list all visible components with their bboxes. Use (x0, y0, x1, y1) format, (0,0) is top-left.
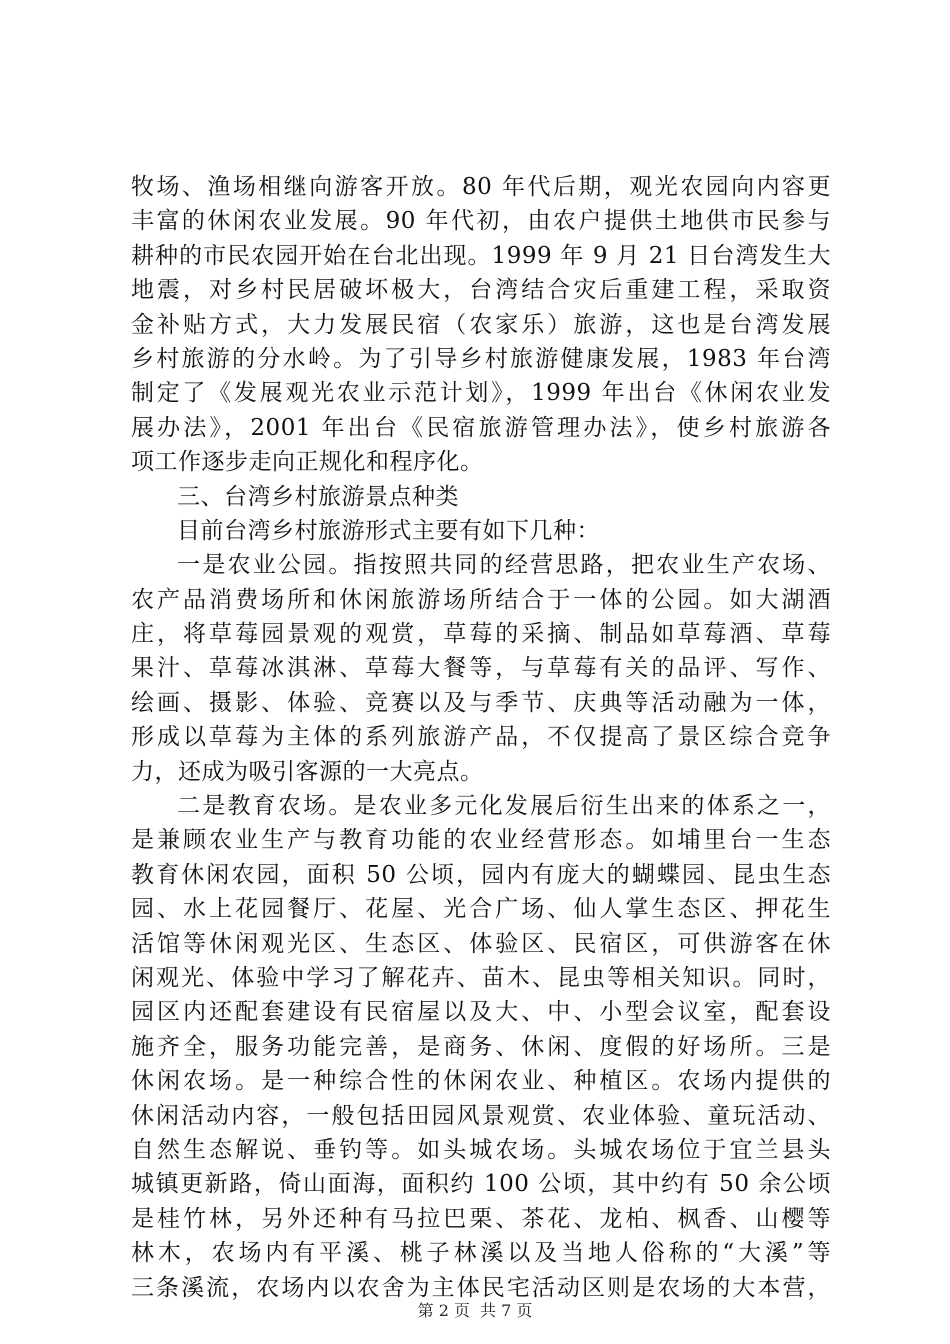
text-line: 活馆等休闲观光区、生态区、体验区、民宿区，可供游客在休 (131, 930, 831, 957)
text-line: 绘画、摄影、体验、竞赛以及与季节、庆典等活动融为一体， (131, 689, 831, 716)
text-line: 园、水上花园餐厅、花屋、光合广场、仙人掌生态区、押花生 (131, 896, 831, 923)
text-line: 地震，对乡村民居破坏极大，台湾结合灾后重建工程，采取资 (131, 277, 831, 304)
text-line: 是兼顾农业生产与教育功能的农业经营形态。如埔里台一生态 (131, 827, 831, 854)
page-footer (0, 1300, 950, 1322)
text-line: 农产品消费场所和休闲旅游场所结合于一体的公园。如大湖酒 (131, 586, 831, 613)
text-line: 丰富的休闲农业发展。90 年代初，由农户提供土地供市民参与 (131, 208, 831, 235)
text-line: 园区内还配套建设有民宿屋以及大、中、小型会议室，配套设 (131, 999, 831, 1026)
text-line: 目前台湾乡村旅游形式主要有如下几种： (177, 517, 600, 544)
text-line: 一是农业公园。指按照共同的经营思路，把农业生产农场、 (177, 552, 831, 579)
text-line: 二是教育农场。是农业多元化发展后衍生出来的体系之一， (177, 793, 831, 820)
text-line: 力，还成为吸引客源的一大亮点。 (131, 758, 484, 785)
text-line: 林木，农场内有平溪、桃子林溪以及当地人俗称的“大溪”等 (131, 1240, 831, 1267)
text-line: 自然生态解说、垂钓等。如头城农场。头城农场位于宜兰县头 (131, 1136, 831, 1163)
text-line: 休闲活动内容，一般包括田园风景观赏、农业体验、童玩活动、 (131, 1102, 831, 1129)
text-line: 施齐全，服务功能完善，是商务、休闲、度假的好场所。三是 (131, 1033, 831, 1060)
text-line: 城镇更新路，倚山面海，面积约 100 公顷，其中约有 50 余公顷 (131, 1171, 831, 1198)
text-line: 三、台湾乡村旅游景点种类 (177, 483, 459, 510)
text-line: 展办法》，2001 年出台《民宿旅游管理办法》，使乡村旅游各 (131, 414, 831, 441)
text-line: 果汁、草莓冰淇淋、草莓大餐等，与草莓有关的品评、写作、 (131, 655, 831, 682)
text-line: 休闲农场。是一种综合性的休闲农业、种植区。农场内提供的 (131, 1068, 831, 1095)
text-line: 三条溪流，农场内以农舍为主体民宅活动区则是农场的大本营， (131, 1274, 831, 1301)
text-line: 乡村旅游的分水岭。为了引导乡村旅游健康发展，1983 年台湾 (131, 345, 831, 372)
text-line: 是桂竹林，另外还种有马拉巴栗、茶花、龙柏、枫香、山樱等 (131, 1205, 831, 1232)
text-line: 牧场、渔场相继向游客开放。80 年代后期，观光农园向内容更 (131, 174, 831, 200)
document-body (131, 170, 831, 1305)
page-total: 共 7 页 (480, 1301, 533, 1320)
page-number: 第 2 页 (417, 1301, 470, 1320)
text-line: 形成以草莓为主体的系列旅游产品，不仅提高了景区综合竞争 (131, 724, 831, 751)
text-line: 金补贴方式，大力发展民宿（农家乐）旅游，这也是台湾发展 (131, 311, 831, 338)
text-line: 制定了《发展观光农业示范计划》，1999 年出台《休闲农业发 (131, 380, 831, 407)
text-line: 教育休闲农园，面积 50 公顷，园内有庞大的蝴蝶园、昆虫生态 (131, 861, 831, 888)
text-line: 耕种的市民农园开始在台北出现。1999 年 9 月 21 日台湾发生大 (131, 242, 831, 269)
text-line: 庄，将草莓园景观的观赏，草莓的采摘、制品如草莓酒、草莓 (131, 621, 831, 648)
text-line: 项工作逐步走向正规化和程序化。 (131, 449, 484, 476)
text-line: 闲观光、体验中学习了解花卉、苗木、昆虫等相关知识。同时， (131, 964, 831, 991)
